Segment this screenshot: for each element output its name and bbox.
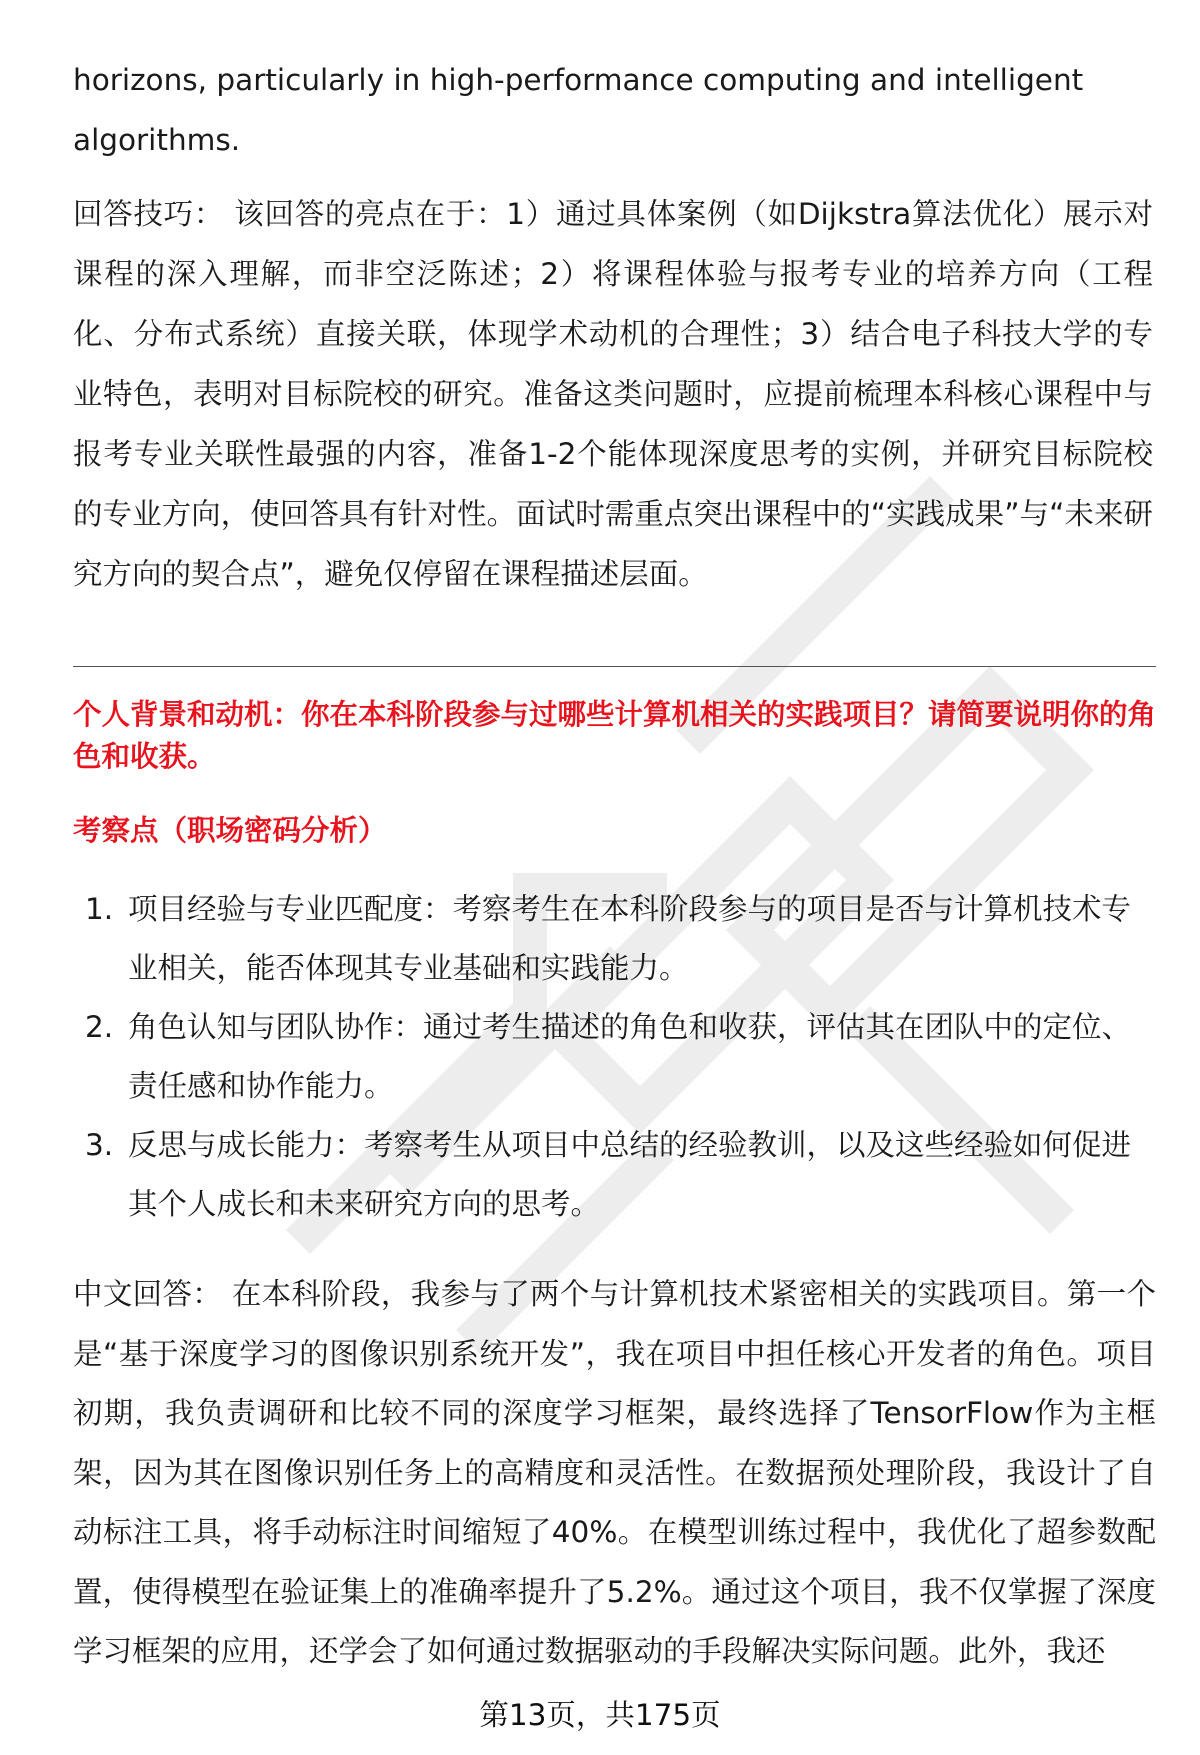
tips-label: 回答技巧： xyxy=(73,197,225,231)
list-item-number: 3. xyxy=(85,1128,114,1162)
list-item xyxy=(73,998,1156,1116)
list-item-number: 1. xyxy=(85,892,114,926)
list-item-text: 角色认知与团队协作：通过考生描述的角色和收获，评估其在团队中的定位、责任感和协作能力。 xyxy=(128,1010,1132,1103)
tips-text: 该回答的亮点在于：1）通过具体案例（如Dijkstra算法优化）展示对课程的深入理解，而非空泛陈述；2）将课程体验与报考专业的培养方向（工程化、分布式系统）直接关联，体现学术动机的合理性；3）结合电子科技大学的专业特色，表明对目标院校的研究。准备这类问题时，应提前梳理本科核心课程中与报考专业关联性最强的内容，准备1-2个能体现深度思考的实例，并研究目标院校的专业方向，使回答具有针对性。面试时需重点突出课程中的“实践成果”与“未来研究方向的契合点”，避免仅停留在课程描述层面。 xyxy=(73,197,1153,591)
focus-list xyxy=(73,880,1156,1234)
intro-line-2: algorithms. xyxy=(73,123,241,157)
page-body xyxy=(73,50,1153,604)
section-divider xyxy=(73,666,1156,667)
focus-heading: 考察点（职场密码分析） xyxy=(73,814,387,847)
tips-paragraph xyxy=(73,184,1153,604)
answer-text: 在本科阶段，我参与了两个与计算机技术紧密相关的实践项目。第一个是“基于深度学习的图像识别系统开发”，我在项目中担任核心开发者的角色。项目初期，我负责调研和比较不同的深度学习框架，最终选择了TensorFlow作为主框架，因为其在图像识别任务上的高精度和灵活性。在数据预处理阶段，我设计了自动标注工具，将手动标注时间缩短了40%。在模型训练过程中，我优化了超参数配置，使得模型在验证集上的准确率提升了5.2%。通过这个项目，我不仅掌握了深度学习框架的应用，还学会了如何通过数据驱动的手段解决实际问题。此外，我还 xyxy=(73,1277,1156,1668)
question-heading: 个人背景和动机：你在本科阶段参与过哪些计算机相关的实践项目？请简要说明你的角色和收获。 xyxy=(73,698,1157,773)
list-item-text: 项目经验与专业匹配度：考察考生在本科阶段参与的项目是否与计算机技术专业相关，能否体现其专业基础和实践能力。 xyxy=(128,892,1132,985)
answer-paragraph xyxy=(73,1265,1156,1682)
page-number: 第13页，共175页 xyxy=(479,1698,721,1732)
list-item xyxy=(73,880,1156,998)
intro-line-1: horizons, particularly in high-performance computing and intelligent xyxy=(73,63,1084,97)
answer-label: 中文回答： xyxy=(73,1277,223,1311)
list-item xyxy=(73,1116,1156,1234)
list-item-number: 2. xyxy=(85,1010,114,1044)
list-item-text: 反思与成长能力：考察考生从项目中总结的经验教训，以及这些经验如何促进其个人成长和未来研究方向的思考。 xyxy=(128,1128,1132,1221)
